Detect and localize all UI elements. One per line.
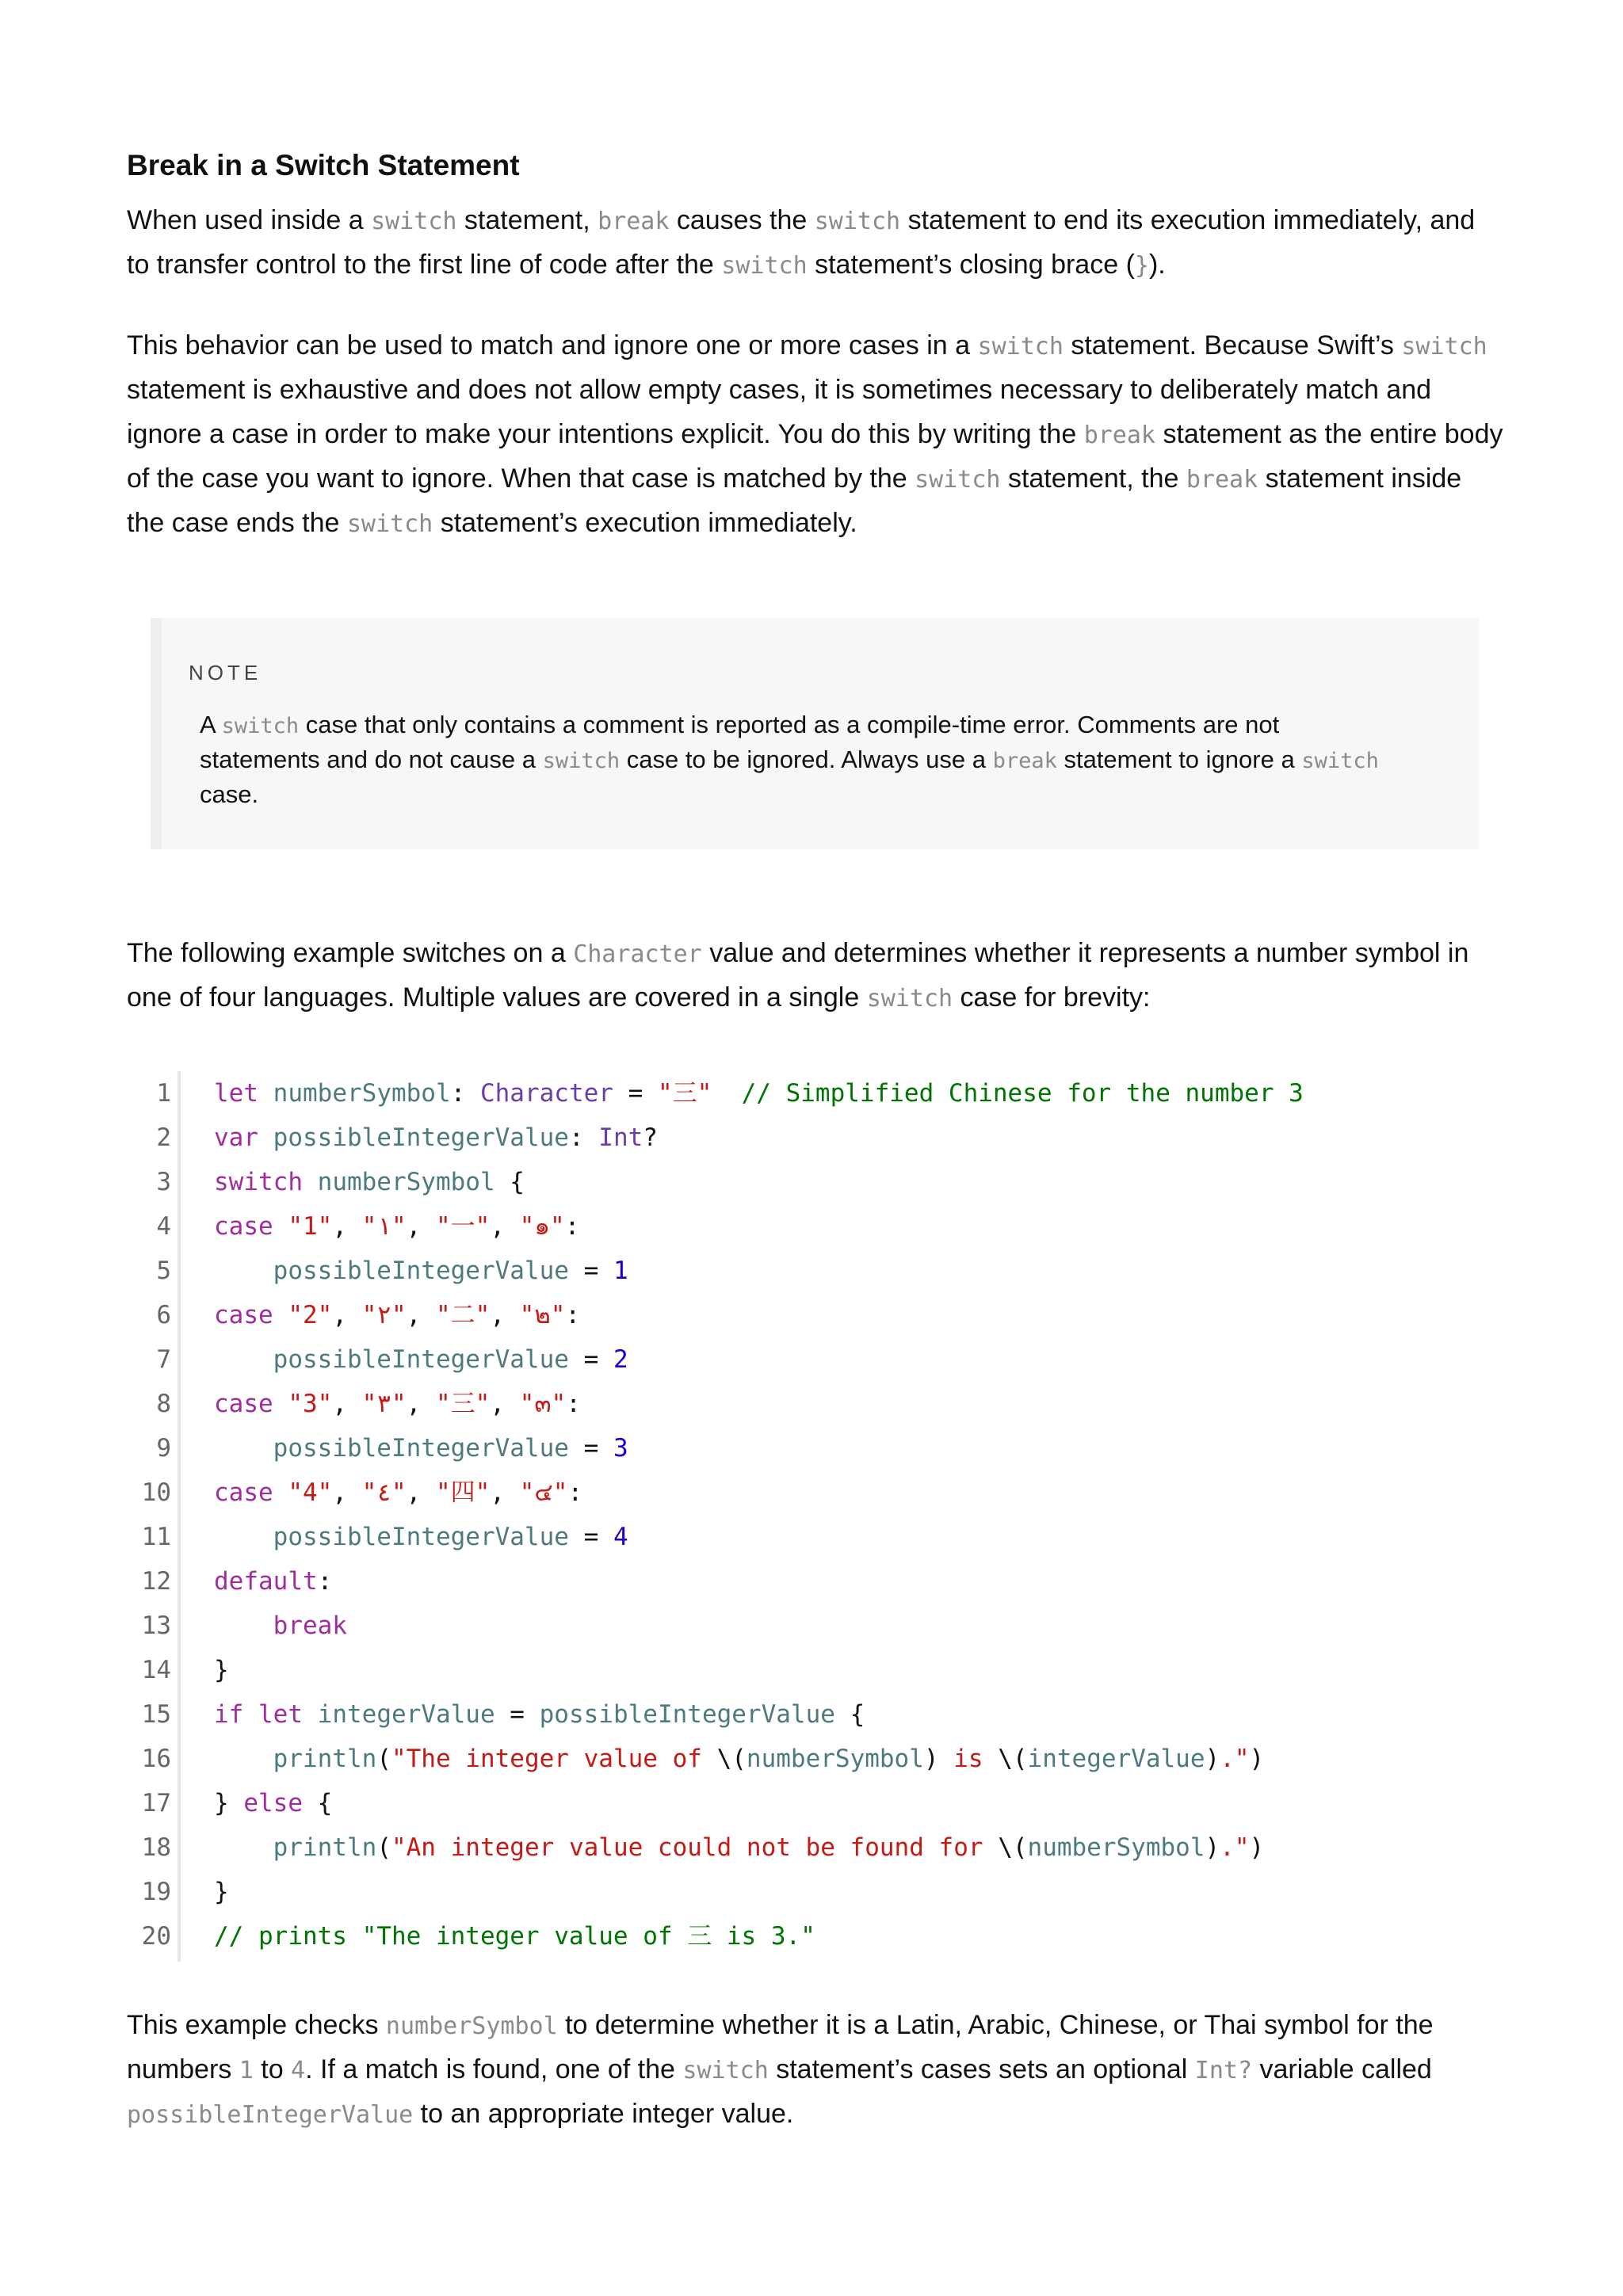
text-run: case for brevity: xyxy=(953,982,1151,1013)
code-token xyxy=(258,1123,273,1152)
code-token xyxy=(214,1745,273,1773)
text-line xyxy=(127,456,1514,501)
line-number: 20 xyxy=(141,1922,171,1951)
code-token: 4 xyxy=(613,1523,628,1551)
code-token: let xyxy=(258,1700,303,1729)
code-token: : xyxy=(450,1079,480,1108)
text-line xyxy=(127,323,1514,368)
inline-code: switch xyxy=(221,714,300,738)
code-listing xyxy=(127,1071,1514,1962)
inline-code: 1 xyxy=(239,2057,254,2084)
code-token: ) xyxy=(1205,1833,1220,1862)
text-line xyxy=(127,501,1514,545)
code-token: "๒" xyxy=(519,1301,566,1329)
code-token: // Simplified Chinese for the number 3 xyxy=(741,1079,1304,1108)
text-run: This example checks xyxy=(127,2010,386,2040)
inline-code: switch xyxy=(814,208,901,235)
code-token: "٣" xyxy=(361,1390,407,1418)
text-run: statement. Because Swift’s xyxy=(1063,330,1402,360)
code-token: = xyxy=(495,1700,540,1729)
code-token: possibleIntegerValue xyxy=(273,1345,569,1374)
line-number: 4 xyxy=(156,1212,171,1241)
text-run: to determine whether it is a Latin, Arabic, Chinese, or Thai symbol for the xyxy=(557,2010,1434,2040)
code-token: "٢" xyxy=(361,1301,407,1329)
code-token: "The integer value of xyxy=(391,1745,717,1773)
line-number: 3 xyxy=(156,1168,171,1196)
line-number: 10 xyxy=(141,1478,171,1507)
code-token xyxy=(214,1345,273,1374)
line-number: 13 xyxy=(141,1611,171,1640)
code-token: is xyxy=(938,1745,999,1773)
text-line xyxy=(127,975,1514,1020)
code-token: "2" xyxy=(288,1301,333,1329)
behavior-paragraph xyxy=(127,323,1514,545)
text-line xyxy=(200,742,1452,777)
line-number: 17 xyxy=(141,1789,171,1817)
text-run: statement is exhaustive and does not allow empty cases, it is sometimes necessary to deliberately match and xyxy=(127,375,1432,405)
inline-code: break xyxy=(1083,421,1155,449)
inline-code: switch xyxy=(1301,749,1379,773)
code-token: ." xyxy=(1220,1745,1250,1773)
code-token xyxy=(273,1390,288,1418)
code-token: : xyxy=(565,1301,581,1329)
text-run: When used inside a xyxy=(127,205,372,235)
code-token: "三" xyxy=(657,1079,712,1108)
code-token: case xyxy=(214,1301,273,1329)
code-token: "٤" xyxy=(361,1478,407,1507)
code-token: { xyxy=(495,1168,525,1196)
code-token: "三" xyxy=(436,1390,491,1418)
code-line xyxy=(127,1470,1514,1515)
code-token: numberSymbol xyxy=(1027,1833,1205,1862)
code-token: , xyxy=(406,1212,436,1241)
inline-code: switch xyxy=(542,749,621,773)
line-number: 1 xyxy=(156,1079,171,1108)
code-token: 2 xyxy=(613,1345,628,1374)
code-line xyxy=(127,1604,1514,1648)
text-line xyxy=(127,412,1514,456)
code-line xyxy=(127,1559,1514,1604)
text-run: one of four languages. Multiple values are covered in a single xyxy=(127,982,867,1013)
text-run: value and determines whether it represents a number symbol in xyxy=(701,938,1469,968)
inline-code: Character xyxy=(573,940,702,968)
line-number: 8 xyxy=(156,1390,171,1418)
code-line xyxy=(127,1825,1514,1870)
text-run: variable called xyxy=(1252,2054,1432,2084)
line-number: 12 xyxy=(141,1567,171,1596)
line-number: 14 xyxy=(141,1656,171,1684)
text-line xyxy=(127,931,1514,975)
code-token: possibleIntegerValue xyxy=(539,1700,835,1729)
code-line xyxy=(127,1116,1514,1160)
text-run: The following example switches on a xyxy=(127,938,574,968)
code-token: possibleIntegerValue xyxy=(273,1123,569,1152)
code-token: println xyxy=(273,1745,377,1773)
code-line xyxy=(127,1293,1514,1337)
text-run: case. xyxy=(200,780,259,808)
inline-code: break xyxy=(1186,466,1258,494)
code-line xyxy=(127,1204,1514,1249)
code-token xyxy=(303,1700,318,1729)
code-token: } xyxy=(214,1656,229,1684)
code-token: ( xyxy=(376,1745,391,1773)
code-token: println xyxy=(273,1833,377,1862)
code-token: case xyxy=(214,1478,273,1507)
inline-code: switch xyxy=(915,466,1001,494)
code-token: let xyxy=(214,1079,258,1108)
text-run: to transfer control to the first line of code after the xyxy=(127,250,722,280)
code-line xyxy=(127,1515,1514,1559)
code-line xyxy=(127,1781,1514,1825)
code-token: , xyxy=(490,1478,520,1507)
code-token: , xyxy=(406,1390,436,1418)
line-number: 5 xyxy=(156,1257,171,1285)
code-line xyxy=(127,1160,1514,1204)
code-token: ? xyxy=(643,1123,658,1152)
code-token xyxy=(273,1301,288,1329)
line-number: 2 xyxy=(156,1123,171,1152)
code-token xyxy=(214,1434,273,1463)
code-token xyxy=(214,1611,273,1640)
code-token xyxy=(273,1212,288,1241)
code-token: = xyxy=(568,1345,613,1374)
line-number: 9 xyxy=(156,1434,171,1463)
text-run: to an appropriate integer value. xyxy=(413,2099,794,2129)
text-run: case to be ignored. Always use a xyxy=(620,746,993,773)
section-heading: Break in a Switch Statement xyxy=(127,149,520,181)
code-line xyxy=(127,1737,1514,1781)
code-token: default xyxy=(214,1567,318,1596)
code-token: , xyxy=(490,1390,520,1418)
code-line xyxy=(127,1914,1514,1958)
text-run: case that only contains a comment is reported as a compile-time error. Comments are not xyxy=(299,711,1280,738)
code-token xyxy=(243,1700,258,1729)
text-run: causes the xyxy=(669,205,815,235)
code-token: : xyxy=(564,1212,580,1241)
code-token: = xyxy=(613,1079,658,1108)
code-token: "١" xyxy=(361,1212,407,1241)
code-token: "1" xyxy=(288,1212,333,1241)
code-line xyxy=(127,1426,1514,1470)
inline-code: } xyxy=(1134,252,1149,280)
inline-code: switch xyxy=(346,510,433,538)
code-token: if xyxy=(214,1700,244,1729)
code-token: , xyxy=(332,1301,362,1329)
code-line xyxy=(127,1071,1514,1116)
text-line xyxy=(200,777,1452,812)
code-token: , xyxy=(490,1212,520,1241)
code-token: : xyxy=(317,1567,333,1596)
inline-code: switch xyxy=(721,252,808,280)
line-number: 11 xyxy=(141,1523,171,1551)
inline-code: switch xyxy=(977,333,1064,360)
code-token: numberSymbol xyxy=(746,1745,924,1773)
text-run: statement as the entire body xyxy=(1155,419,1503,449)
line-number: 7 xyxy=(156,1345,171,1374)
text-run: statement to ignore a xyxy=(1056,746,1302,773)
code-token xyxy=(214,1833,273,1862)
code-line xyxy=(127,1337,1514,1382)
code-line xyxy=(127,1648,1514,1692)
text-line xyxy=(127,2047,1514,2092)
code-token: integerValue xyxy=(317,1700,495,1729)
code-token: , xyxy=(406,1301,436,1329)
code-token: integerValue xyxy=(1027,1745,1205,1773)
code-token: = xyxy=(568,1434,613,1463)
code-token: , xyxy=(406,1478,436,1507)
code-token xyxy=(712,1079,741,1108)
code-line xyxy=(127,1692,1514,1737)
line-number: 19 xyxy=(141,1878,171,1906)
code-line xyxy=(127,1870,1514,1914)
code-token xyxy=(273,1478,288,1507)
code-token: switch xyxy=(214,1168,303,1196)
text-run: ignore a case in order to make your intentions explicit. You do this by writing the xyxy=(127,419,1084,449)
text-run: statements and do not cause a xyxy=(200,746,543,773)
code-token: break xyxy=(273,1611,347,1640)
code-token: { xyxy=(302,1789,333,1817)
code-token: Int xyxy=(598,1123,643,1152)
text-line xyxy=(127,198,1514,242)
code-token: case xyxy=(214,1212,273,1241)
code-token: "๓" xyxy=(519,1390,567,1418)
code-token: ) xyxy=(1249,1745,1265,1773)
inline-code: possibleIntegerValue xyxy=(127,2101,414,2129)
code-token: // prints "The integer value of 三 is 3." xyxy=(214,1922,815,1951)
inline-code: Int? xyxy=(1194,2057,1253,2084)
text-line xyxy=(200,707,1452,742)
code-token: 1 xyxy=(613,1257,628,1285)
code-token: , xyxy=(490,1301,520,1329)
code-token: = xyxy=(568,1257,613,1285)
code-token: "二" xyxy=(436,1301,491,1329)
inline-code: numberSymbol xyxy=(385,2012,558,2040)
code-line xyxy=(127,1382,1514,1426)
line-number: 15 xyxy=(141,1700,171,1729)
code-token: var xyxy=(214,1123,258,1152)
code-token: \( xyxy=(998,1745,1028,1773)
code-token: "๔" xyxy=(519,1478,568,1507)
line-number: 6 xyxy=(156,1301,171,1329)
text-run: statement’s closing brace ( xyxy=(807,250,1135,280)
code-token: } xyxy=(214,1789,244,1817)
code-token: ) xyxy=(1249,1833,1265,1862)
line-number: 16 xyxy=(141,1745,171,1773)
code-token: numberSymbol xyxy=(273,1079,451,1108)
inline-code: break xyxy=(992,749,1057,773)
code-token: Character xyxy=(479,1079,613,1108)
code-token: "四" xyxy=(436,1478,491,1507)
code-token: = xyxy=(568,1523,613,1551)
code-token: ) xyxy=(1205,1745,1220,1773)
code-token xyxy=(258,1079,273,1108)
intro-paragraph xyxy=(127,198,1514,287)
code-token: ." xyxy=(1220,1833,1250,1862)
inline-code: switch xyxy=(866,985,953,1013)
code-token: "๑" xyxy=(519,1212,565,1241)
text-line xyxy=(127,2092,1514,2136)
example-intro-paragraph xyxy=(127,931,1514,1020)
explanation-paragraph xyxy=(127,2003,1514,2136)
text-run: ). xyxy=(1148,250,1166,280)
text-run: the case ends the xyxy=(127,508,347,538)
code-token: "4" xyxy=(288,1478,333,1507)
text-run: of the case you want to ignore. When that case is matched by the xyxy=(127,463,915,494)
text-run: statement to end its execution immediately, and xyxy=(900,205,1476,235)
code-token: else xyxy=(243,1789,303,1817)
text-run: statement’s cases sets an optional xyxy=(768,2054,1195,2084)
text-run: statement, the xyxy=(1000,463,1186,494)
code-token: , xyxy=(332,1390,362,1418)
note-label: NOTE xyxy=(189,661,262,685)
code-token: numberSymbol xyxy=(317,1168,495,1196)
code-token: \( xyxy=(998,1833,1028,1862)
text-run: statement inside xyxy=(1258,463,1462,494)
code-token: , xyxy=(332,1478,362,1507)
code-token: 3 xyxy=(613,1434,628,1463)
inline-code: switch xyxy=(682,2057,769,2084)
text-run: This behavior can be used to match and ignore one or more cases in a xyxy=(127,330,978,360)
text-line xyxy=(127,2003,1514,2047)
code-token: \( xyxy=(716,1745,747,1773)
code-line xyxy=(127,1249,1514,1293)
code-token: case xyxy=(214,1390,273,1418)
text-run: statement’s execution immediately. xyxy=(433,508,857,538)
code-token xyxy=(214,1523,273,1551)
code-token: { xyxy=(834,1700,865,1729)
inline-code: 4 xyxy=(291,2057,306,2084)
code-token: possibleIntegerValue xyxy=(273,1523,569,1551)
text-line xyxy=(127,368,1514,412)
code-token: possibleIntegerValue xyxy=(273,1257,569,1285)
text-run: to xyxy=(253,2054,292,2084)
code-token: "3" xyxy=(288,1390,333,1418)
text-line xyxy=(127,242,1514,287)
inline-code: switch xyxy=(1401,333,1487,360)
inline-code: break xyxy=(598,208,670,235)
code-token: : xyxy=(568,1123,599,1152)
code-token: possibleIntegerValue xyxy=(273,1434,569,1463)
text-run: A xyxy=(200,711,222,738)
line-number: 18 xyxy=(141,1833,171,1862)
inline-code: switch xyxy=(371,208,457,235)
code-token: : xyxy=(567,1478,583,1507)
code-token: "An integer value could not be found for xyxy=(391,1833,999,1862)
code-token xyxy=(303,1168,318,1196)
code-token: : xyxy=(566,1390,581,1418)
text-run: numbers xyxy=(127,2054,239,2084)
text-run: statement, xyxy=(456,205,598,235)
code-token: ( xyxy=(376,1833,391,1862)
code-token: } xyxy=(214,1878,229,1906)
text-run: . If a match is found, one of the xyxy=(305,2054,683,2084)
code-token: "一" xyxy=(436,1212,491,1241)
note-text xyxy=(200,707,1452,812)
code-token xyxy=(214,1257,273,1285)
code-token: , xyxy=(332,1212,362,1241)
code-token: ) xyxy=(923,1745,939,1773)
